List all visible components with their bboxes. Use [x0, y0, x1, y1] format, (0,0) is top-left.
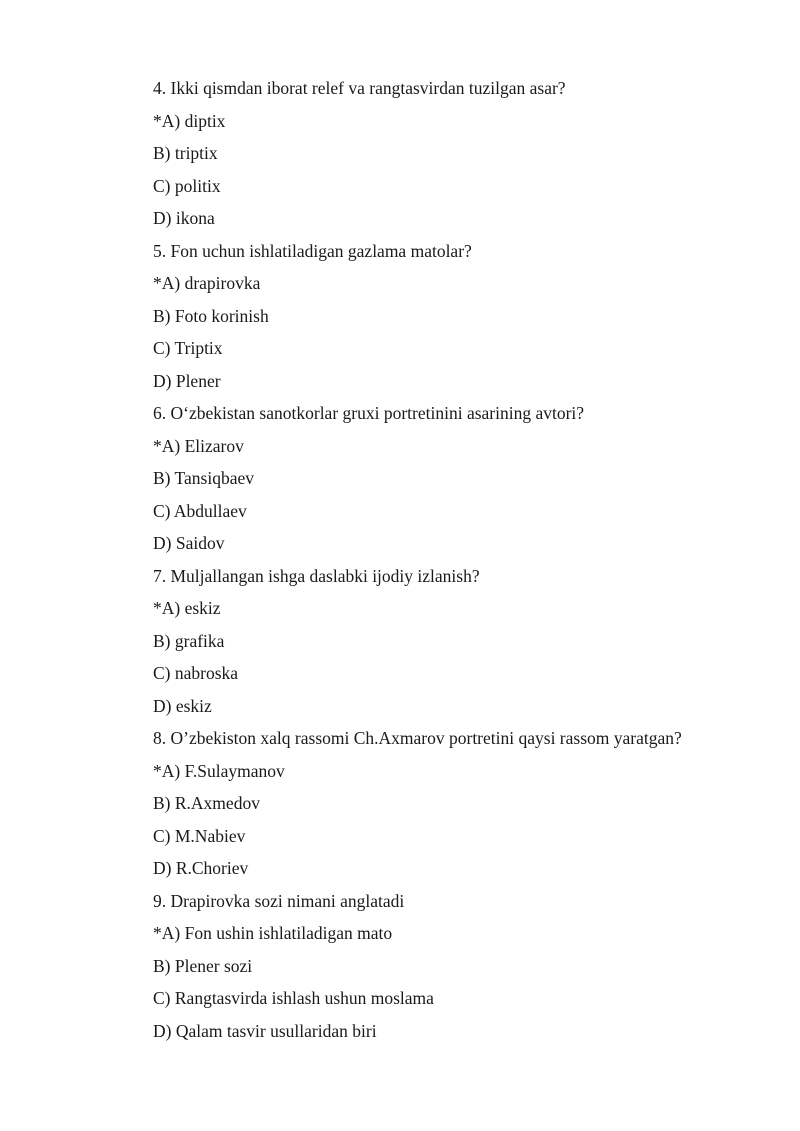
answer-option: *A) Fon ushin ishlatiladigan mato [153, 923, 393, 943]
answer-option: C) M.Nabiev [153, 825, 246, 846]
question-text: 9. Drapirovka sozi nimani anglatadi [153, 890, 405, 911]
question-text: 8. O’zbekiston xalq rassomi Ch.Axmarov portretini qaysi rassom yaratgan? [153, 728, 682, 748]
question-list [153, 75, 773, 1050]
answer-option: C) nabroska [153, 663, 239, 683]
answer-option: B) Foto korinish [153, 305, 269, 326]
question-text: 5. Fon uchun ishlatiladigan gazlama matolar? [153, 240, 472, 261]
answer-option: *A) Elizarov [153, 435, 244, 456]
answer-option: *A) diptix [153, 110, 226, 131]
answer-option: D) ikona [153, 208, 215, 228]
answer-option: D) Saidov [153, 533, 225, 553]
answer-option: B) Plener sozi [153, 955, 253, 976]
answer-option: B) R.Axmedov [153, 793, 260, 813]
answer-option: C) politix [153, 175, 221, 196]
answer-option: B) grafika [153, 630, 225, 651]
answer-option: D) Plener [153, 370, 221, 391]
answer-option: D) R.Choriev [153, 858, 249, 878]
answer-option: B) triptix [153, 143, 218, 163]
answer-option: C) Abdullaev [153, 500, 247, 521]
answer-option: C) Triptix [153, 338, 223, 358]
question-text: 7. Muljallangan ishga daslabki ijodiy izlanish? [153, 565, 480, 586]
answer-option: B) Tansiqbaev [153, 468, 255, 488]
answer-option: D) Qalam tasvir usullaridan biri [153, 1020, 377, 1041]
answer-option: C) Rangtasvirda ishlash ushun moslama [153, 988, 434, 1008]
answer-option: D) eskiz [153, 695, 212, 716]
answer-option: *A) F.Sulaymanov [153, 760, 285, 781]
answer-option: *A) drapirovka [153, 273, 261, 293]
question-text: 6. O‘zbekistan sanotkorlar gruxi portretinini asarining avtori? [153, 403, 585, 423]
question-text: 4. Ikki qismdan iborat relef va rangtasvirdan tuzilgan asar? [153, 78, 566, 98]
answer-option: *A) eskiz [153, 598, 221, 618]
